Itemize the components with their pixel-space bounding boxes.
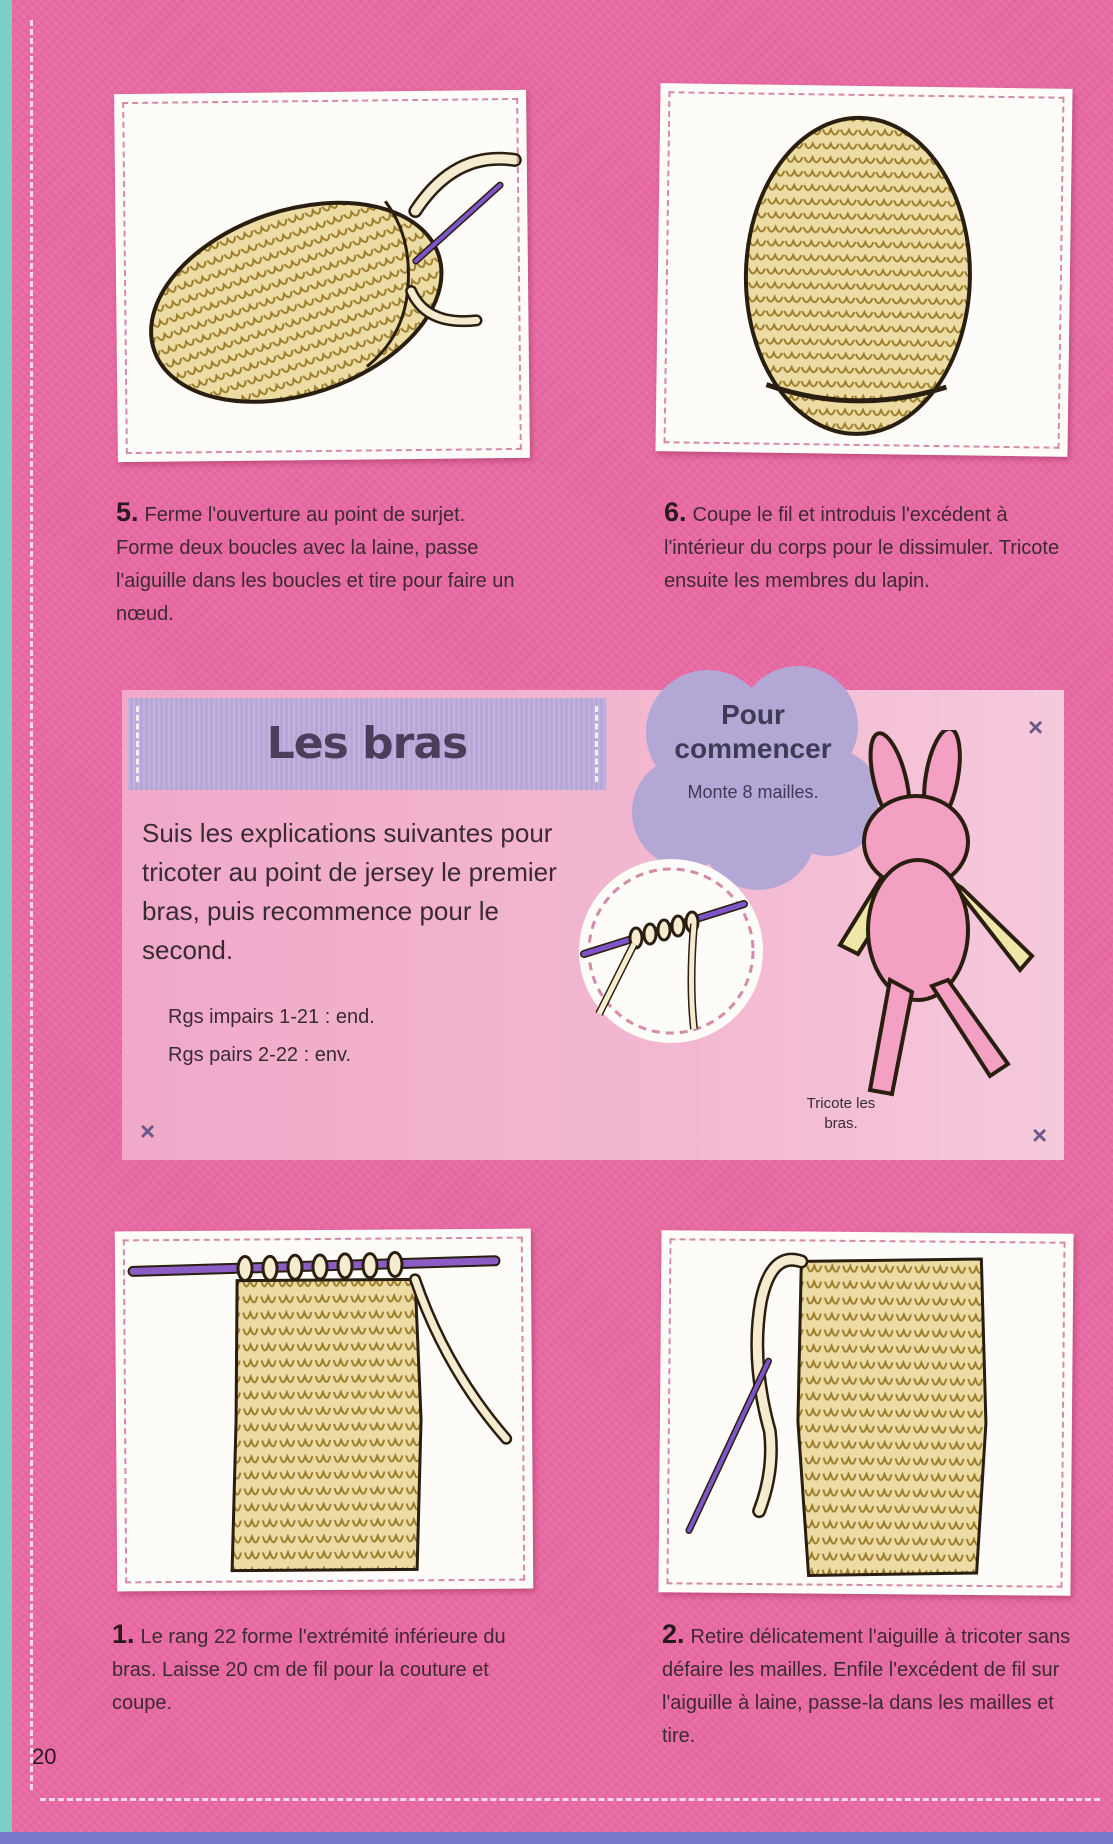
section-intro: Suis les explications suivantes pour tricoter au point de jersey le premier bras, puis recommence pour le second. xyxy=(142,818,557,965)
section-ribbon xyxy=(128,698,606,790)
row-odd: Rgs impairs 1-21 : end. xyxy=(168,1006,375,1028)
closed-body-illustration xyxy=(655,83,1072,457)
step-number: 2. xyxy=(662,1619,685,1649)
start-subtitle: Monte 8 mailles. xyxy=(687,782,819,802)
step-description: Le rang 22 forme l'extrémité inférieure du bras. Laisse 20 cm de fil pour la couture et coupe. xyxy=(112,1626,506,1714)
bunny-illustration xyxy=(820,730,1050,1110)
vertical-stitching xyxy=(30,20,33,1790)
arm-knitting-illustration xyxy=(115,1229,534,1592)
cross-stitch-icon: × xyxy=(1032,1120,1048,1150)
step-number: 1. xyxy=(112,1619,135,1649)
step-description: Retire délicatement l'aiguille à tricoter sans défaire les mailles. Enfile l'excédent de fil sur l'aiguille à laine, passe-la dans les mailles et tire. xyxy=(662,1626,1071,1747)
section-title: Les bras xyxy=(266,718,468,769)
cast-on-illustration xyxy=(574,854,768,1048)
bottom-edge xyxy=(0,1832,1113,1844)
needle-icon xyxy=(415,185,501,261)
row-instructions xyxy=(168,998,375,1074)
step-number: 6. xyxy=(664,497,687,527)
closing-body-illustration xyxy=(114,90,530,462)
step-number: 5. xyxy=(116,497,139,527)
step-6-illustration xyxy=(655,83,1072,457)
arm-finishing-illustration xyxy=(658,1230,1073,1596)
step-6-text xyxy=(664,496,1074,598)
cross-stitch-icon: × xyxy=(140,1116,156,1146)
step-2-illustration xyxy=(658,1230,1073,1596)
left-edge xyxy=(0,0,12,1844)
step-2-text xyxy=(662,1618,1082,1753)
page-number: 20 xyxy=(32,1744,57,1769)
step-5-text xyxy=(116,496,526,631)
bunny-caption: Tricote les bras. xyxy=(806,1095,876,1132)
row-even: Rgs pairs 2-22 : env. xyxy=(168,1044,352,1066)
step-1-illustration xyxy=(115,1229,534,1592)
step-description: Ferme l'ouverture au point de surjet. Forme deux boucles avec la laine, passe l'aiguille dans les boucles et tire pour faire un nœud. xyxy=(116,504,515,625)
needle-icon xyxy=(689,1360,768,1531)
cross-stitch-icon: × xyxy=(1028,712,1044,742)
step-description: Coupe le fil et introduis l'excédent à l'intérieur du corps pour le dissimuler. Tricote ensuite les membres du lapin. xyxy=(664,504,1060,592)
start-title: Pour commencer xyxy=(674,699,832,764)
needle-icon xyxy=(133,1261,495,1272)
horizontal-stitching xyxy=(40,1798,1100,1801)
step-5-illustration xyxy=(114,90,530,462)
step-1-text xyxy=(112,1618,532,1720)
